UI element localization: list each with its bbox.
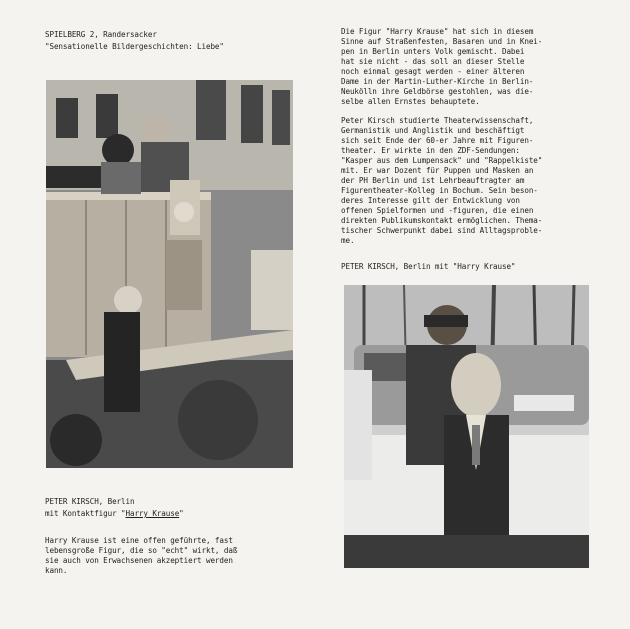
right-para2-line3: sich seit Ende der 60-er Jahre mit Figuren- (341, 136, 534, 145)
street-theatre-photo-image (46, 80, 293, 468)
caption-harry-krause: Harry Krause (125, 509, 180, 518)
left-header-line1: SPIELBERG 2, Randersacker (45, 30, 157, 39)
right-para2-line9: deres Interesse gilt der Entwicklung von (341, 196, 520, 205)
right-para1-line1: Die Figur "Harry Krause" hat sich in diesem (341, 27, 534, 36)
right-para1-line8: selbe allen Ernstes behauptete. (341, 97, 480, 106)
right-para1-line5: noch einmal gesagt werden - einer älteren (341, 67, 525, 76)
right-para2-line6: mit. Er war Dozent für Puppen und Masken an (341, 166, 534, 175)
right-para1-line4: hat sie nicht - das soll an dieser Stelle (341, 57, 525, 66)
right-para2-line4: theater. Er wirkte in den ZDF-Sendungen: (341, 146, 520, 155)
right-para2-line2: Germanistik und Anglistik und beschäftigt (341, 126, 525, 135)
right-para1-line3: pen in Berlin unters Volk gemischt. Dabei (341, 47, 525, 56)
right-para2-line1: Peter Kirsch studierte Theaterwissenschaft, (341, 116, 534, 125)
right-para1-line6: Dame in der Martin-Luther-Kirche in Berlin- (341, 77, 534, 86)
right-para2-line11: direkten Publikumskontakt ermöglichen. Thema- (341, 216, 543, 225)
caption-suffix: " (179, 509, 184, 518)
kirsch-puppet-photo (344, 285, 589, 568)
right-para2-line13: me. (341, 236, 355, 245)
right-photo-caption: PETER KIRSCH, Berlin mit "Harry Krause" (341, 262, 516, 271)
right-para2-line5: "Kasper aus dem Lumpensack" und "Rappelkiste" (341, 156, 543, 165)
right-para1-line7: Neukölln ihre Geldbörse gestohlen, was die- (341, 87, 534, 96)
left-desc-line1: Harry Krause ist eine offen geführte, fast (45, 536, 233, 545)
caption-prefix: mit Kontaktfigur " (45, 509, 126, 518)
left-desc-line3: sie auch von Erwachsenen akzeptiert werden (45, 556, 233, 565)
right-para2-line8: Figurentheater-Kolleg in Bochum. Sein beson- (341, 186, 538, 195)
right-para2-line7: der PH Berlin und ist Lehrbeauftragter am (341, 176, 525, 185)
left-caption-line1: PETER KIRSCH, Berlin (45, 497, 135, 506)
right-para1-line2: Sinne auf Straßenfesten, Basaren und in Knei- (341, 37, 543, 46)
left-caption-line2 (45, 509, 184, 519)
left-desc-line2: lebensgroße Figur, die so "echt" wirkt, daß (45, 546, 238, 555)
left-header-line2: "Sensationelle Bildergeschichten: Liebe" (45, 42, 224, 51)
right-para2-line12: tischer Schwerpunkt dabei sind Alltagsproble- (341, 226, 543, 235)
kirsch-puppet-photo-image (344, 285, 589, 568)
left-desc-line4: kann. (45, 566, 68, 575)
right-para2-line10: offenen Spielformen und -figuren, die einen (341, 206, 534, 215)
street-theatre-photo (46, 80, 293, 468)
